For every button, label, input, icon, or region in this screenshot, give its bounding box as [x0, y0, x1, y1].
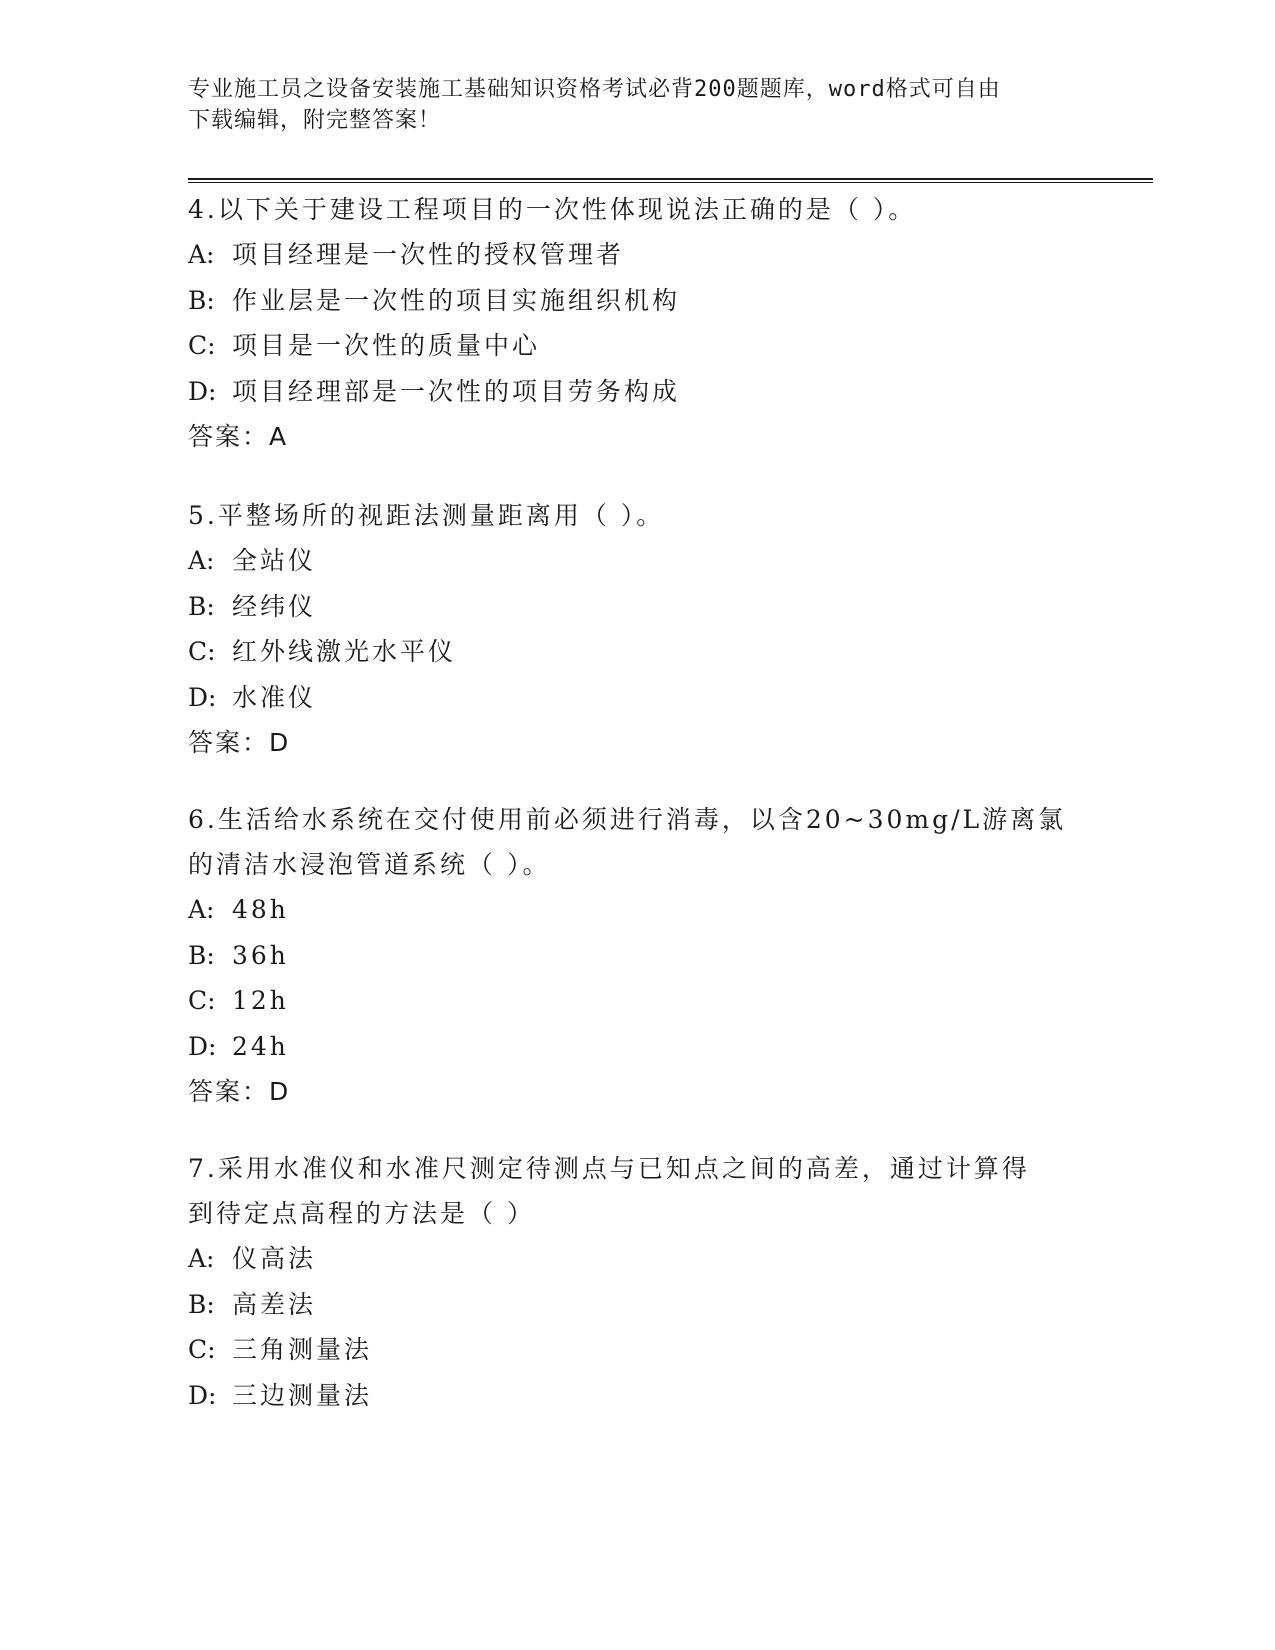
option-text: 水准仪 [232, 682, 317, 712]
question-stem-line-2: 的清洁水浸泡管道系统（ ）。 [188, 850, 551, 879]
header-divider [188, 178, 1153, 183]
option-b [188, 584, 1068, 630]
option-b [188, 933, 1068, 979]
answer-line: 答案：A [188, 422, 289, 451]
option-c [188, 323, 1068, 369]
option-d [188, 675, 1068, 721]
option-text: 红外线激光水平仪 [232, 637, 457, 666]
option-text: 经纬仪 [232, 591, 317, 621]
question-4 [188, 187, 1068, 460]
question-stem-line-1: 7.采用水准仪和水准尺测定待测点与已知点之间的高差，通过计算得 [188, 1154, 1030, 1183]
option-a [188, 538, 1068, 584]
question-6 [188, 797, 1068, 1115]
option-d [188, 1024, 1068, 1070]
option-text: 仪高法 [232, 1244, 317, 1273]
option-text: 高差法 [232, 1289, 317, 1319]
option-letter: B: [188, 940, 215, 970]
option-a [188, 1236, 1068, 1282]
question-stem: 4.以下关于建设工程项目的一次性体现说法正确的是（ ）。 [188, 195, 917, 224]
option-letter: B: [188, 285, 215, 315]
option-c [188, 978, 1068, 1024]
option-a [188, 232, 1068, 278]
document-header [188, 74, 1068, 136]
option-b [188, 1282, 1068, 1328]
option-text: 项目经理是一次性的授权管理者 [232, 240, 625, 269]
option-letter: B: [188, 1289, 215, 1319]
option-letter: A: [188, 1244, 215, 1273]
option-letter: C: [188, 986, 216, 1015]
option-letter: C: [188, 331, 216, 360]
option-c [188, 629, 1068, 675]
answer-line: 答案：D [188, 1077, 291, 1106]
question-5 [188, 493, 1068, 766]
option-text: 三边测量法 [232, 1380, 373, 1410]
header-line-1: 专业施工员之设备安装施工基础知识资格考试必背200题题库，word格式可自由 [188, 77, 1001, 102]
option-letter: D: [188, 682, 217, 712]
option-b [188, 278, 1068, 324]
option-text: 全站仪 [232, 546, 317, 575]
option-letter: D: [188, 1380, 217, 1410]
option-text: 48h [232, 895, 289, 924]
question-7 [188, 1146, 1068, 1418]
option-letter: A: [188, 240, 215, 269]
option-text: 项目经理部是一次性的项目劳务构成 [232, 376, 681, 406]
option-text: 作业层是一次性的项目实施组织机构 [232, 285, 681, 315]
option-text: 三角测量法 [232, 1335, 373, 1364]
option-letter: C: [188, 1335, 216, 1364]
option-letter: D: [188, 1031, 217, 1061]
question-stem-line-2: 到待定点高程的方法是（ ） [188, 1199, 535, 1228]
option-c [188, 1327, 1068, 1373]
header-line-2: 下载编辑，附完整答案！ [188, 108, 442, 133]
option-text: 12h [232, 986, 289, 1015]
option-letter: A: [188, 546, 215, 575]
answer-line: 答案：D [188, 728, 291, 757]
option-letter: A: [188, 895, 215, 924]
option-text: 项目是一次性的质量中心 [232, 331, 541, 360]
question-stem: 5.平整场所的视距法测量距离用（ ）。 [188, 501, 665, 530]
option-d [188, 369, 1068, 415]
option-letter: B: [188, 591, 215, 621]
question-stem-line-1: 6.生活给水系统在交付使用前必须进行消毒，以含20~30mg/L游离氯 [188, 805, 1067, 834]
option-a [188, 887, 1068, 933]
option-text: 36h [232, 940, 289, 970]
option-letter: D: [188, 376, 217, 406]
option-text: 24h [232, 1031, 289, 1061]
option-letter: C: [188, 637, 216, 666]
option-d [188, 1373, 1068, 1419]
